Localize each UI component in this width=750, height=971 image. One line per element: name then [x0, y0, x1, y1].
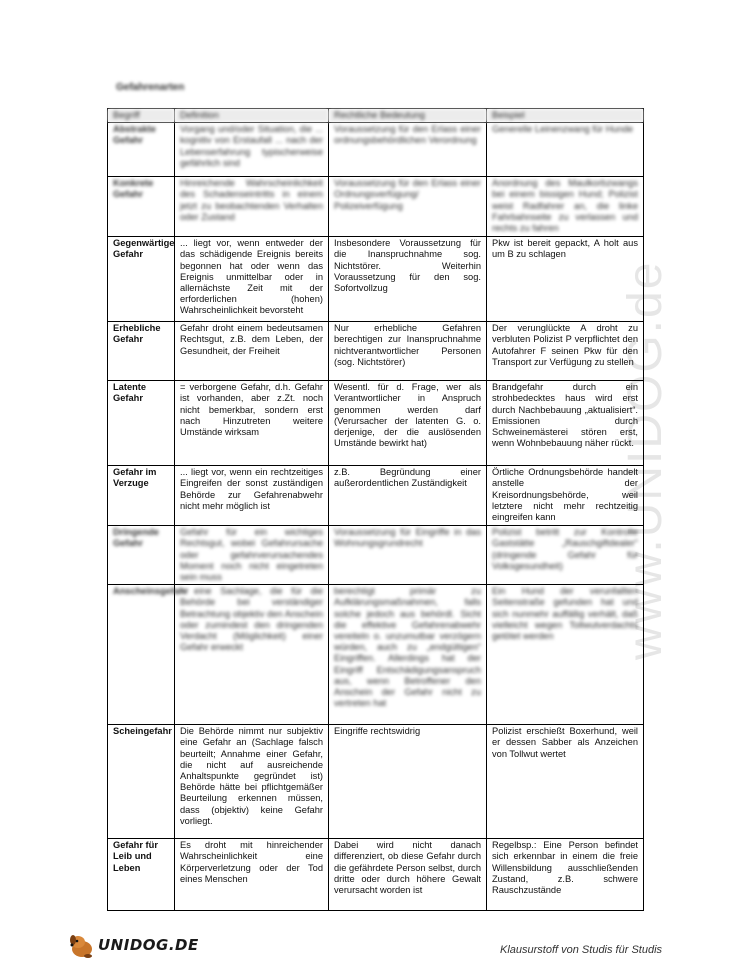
meaning-cell: Eingriffe rechtswidrig [329, 725, 487, 839]
term-cell: Latente Gefahr [108, 381, 175, 466]
definition-cell: Vorgang und/oder Situation, die ... kognitiv von Erstaufall ... nach der Lebenserfahrung typischerweise gefährlich sind [175, 123, 329, 177]
table-row [108, 123, 644, 177]
definition-cell: Es droht mit hinreichender Wahrscheinlichkeit eine Körperverletzung oder der Tod eines Menschen [175, 839, 329, 911]
meaning-cell: z.B. Begründung einer außerordentlichen Zuständigkeit [329, 466, 487, 526]
example-cell: Anordnung des Maulkorbzwangs bei einem bissigen Hund; Polizist weist Radfahrer an, die linke Fahrbahnseite zu verlassen und rechts zu fahren [487, 177, 644, 237]
term-cell: Scheingefahr [108, 725, 175, 839]
header-definition: Definition [175, 109, 329, 123]
term-cell: Dringende Gefahr [108, 526, 175, 585]
table-row [108, 322, 644, 381]
term-cell: Gefahr im Verzuge [108, 466, 175, 526]
dog-icon [66, 930, 96, 960]
term-cell: Anscheinsgefahr [108, 585, 175, 725]
definition-cell: Hinreichende Wahrscheinlichkeit des Schadenseintritts in einem jetzt zu beobachtenden Verhalten oder Zustand [175, 177, 329, 237]
header-beispiel: Beispiel [487, 109, 644, 123]
meaning-cell: Nur erhebliche Gefahren berechtigen zur Inanspruchnahme nichtverantwortlicher Personen (sog. Nichtstörer) [329, 322, 487, 381]
table-row [108, 839, 644, 911]
term-cell: Abstrakte Gefahr [108, 123, 175, 177]
example-cell: Pkw ist bereit gepackt, A holt aus um B zu schlagen [487, 237, 644, 322]
meaning-cell: Insbesondere Voraussetzung für die Inanspruchnahme sog. Nichtstörer. Weiterhin Voraussetzung für den sog. Sofortvollzug [329, 237, 487, 322]
meaning-cell: Voraussetzung für Eingriffe in das Wohnungsgrundrecht [329, 526, 487, 585]
definition-cell: Gefahr für ein wichtiges Rechtsgut, wobei Gefahrursache oder gefahrverursachendes Moment noch nicht eingetreten sein muss [175, 526, 329, 585]
term-cell: Erhebliche Gefahr [108, 322, 175, 381]
footer-tagline: Klausurstoff von Studis für Studis [500, 944, 663, 956]
watermark-text: www.UNIDOG.de [619, 260, 672, 660]
meaning-cell: berechtigt primär zu Aufklärungsmaßnahmen, falls solche jedoch aus behördl. Sicht die effektive Gefahrenabwehr vereiteln o. unzumutbar verzögern würden, auch zu „endgültigen“ Eingriffen. Allerdings hat der Eingriff Entschädigungsanspruch aus, wenn Betroffener den Anschein der Gefahr nicht zu vertreten hat [329, 585, 487, 725]
meaning-cell: Wesentl. für d. Frage, wer als Verantwortlicher in Anspruch genommen werden darf (Verursacher der latenten G. o. derjenige, der die auslösenden Umstände bewirkt hat) [329, 381, 487, 466]
table-row [108, 725, 644, 839]
table-row [108, 585, 644, 725]
example-cell: Örtliche Ordnungsbehörde handelt anstelle der Kreisordnungsbehörde, weil letztere nicht mehr rechtzeitig eingreifen kann [487, 466, 644, 526]
example-cell: Polizist betritt zur Kontrolle Gaststätte „Rauschgiftdealer“ (dringende Gefahr für Volksgesundheit) [487, 526, 644, 585]
table-row [108, 237, 644, 322]
example-cell: Regelbsp.: Eine Person befindet sich erkennbar in einem die freie Willensbildung ausschließenden Zustand, z.B. schwere Rauschzustände [487, 839, 644, 911]
table-row [108, 526, 644, 585]
term-cell: Gefahr für Leib und Leben [108, 839, 175, 911]
definition-cell: ... liegt vor, wenn ein rechtzeitiges Eingreifen der sonst zuständigen Behörde zur Gefahrenabwehr nicht mehr möglich ist [175, 466, 329, 526]
header-begriff: Begriff [108, 109, 175, 123]
header-bedeutung: Rechtliche Bedeutung [329, 109, 487, 123]
definition-cell: = eine Sachlage, die für die Behörde bei verständiger Betrachtung objektiv den Anschein oder zumindest den dringenden Verdacht (Möglichkeit) einer Gefahr erweckt [175, 585, 329, 725]
table-row [108, 381, 644, 466]
definition-cell: = verborgene Gefahr, d.h. Gefahr ist vorhanden, aber z.Zt. noch nicht bemerkbar, sondern erst nach Hinzutreten weitere Umstände wirksam [175, 381, 329, 466]
example-cell: Polizist erschießt Boxerhund, weil er dessen Sabber als Anzeichen von Tollwut wertet [487, 725, 644, 839]
table-row [108, 466, 644, 526]
page-heading: Gefahrenarten [116, 82, 185, 93]
example-cell: Generelle Leinenzwang für Hunde [487, 123, 644, 177]
gefahr-table [107, 108, 644, 911]
logo-text: UNIDOG.DE [98, 936, 199, 954]
example-cell: Brandgefahr durch ein strohbedecktes haus wird erst durch Nachbebauung „aktualisiert“. Emissionen durch Schweinemästerei stören erst, wenn Wohnbebauung näher rückt. [487, 381, 644, 466]
definition-cell: Gefahr droht einem bedeutsamen Rechtsgut, z.B. dem Leben, der Gesundheit, der Freiheit [175, 322, 329, 381]
term-cell: Konkrete Gefahr [108, 177, 175, 237]
definition-cell: Die Behörde nimmt nur subjektiv eine Gefahr an (Sachlage falsch beurteilt; Annahme einer Gefahr, die nicht auf ausreichende Anhaltspunkte gegründet ist) Behörde hätte bei pflichtgemäßer Beurteilung erkennen müssen, dass (objektiv) keine Gefahr vorliegt. [175, 725, 329, 839]
meaning-cell: Dabei wird nicht danach differenziert, ob diese Gefahr durch die gefährdete Person selbst, durch dritte oder durch höhere Gewalt verursacht worden ist [329, 839, 487, 911]
definition-cell: ... liegt vor, wenn entweder der das schädigende Ereignis bereits begonnen hat oder wenn das Ereignis unmittelbar oder in allernächste Zeit mit der erforderlichen (hohen) Wahrscheinlichkeit bevorsteht [175, 237, 329, 322]
meaning-cell: Voraussetzung für den Erlass einer Ordnungsverfügung/ Polizeiverfügung [329, 177, 487, 237]
term-cell: Gegenwärtige Gefahr [108, 237, 175, 322]
meaning-cell: Voraussetzung für den Erlass einer ordnungsbehördlichen Verordnung [329, 123, 487, 177]
example-cell: Der verunglückte A droht zu verbluten Polizist P verpflichtet den Autofahrer F seinen Pkw für den Transport zur Verfügung zu stellen [487, 322, 644, 381]
table-header-row [108, 109, 644, 123]
table-row [108, 177, 644, 237]
unidog-logo[interactable] [66, 930, 199, 960]
example-cell: Ein Hund der verunfallten Seitenstraße gefunden hat und sich nunmehr auffällig verhält, daß vielleicht wegen Tollwutverdachts getötet werden [487, 585, 644, 725]
